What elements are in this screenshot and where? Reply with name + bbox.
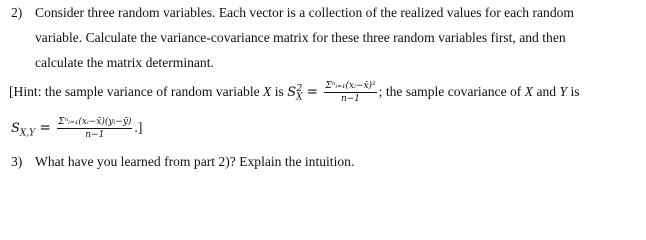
hint-var-x: X: [263, 84, 272, 100]
variance-denominator: n−1: [340, 94, 361, 104]
covariance-fraction: [57, 118, 132, 140]
covariance-numerator: Σⁿᵢ₌₁(xᵢ−x̄)(yᵢ−ȳ): [58, 117, 132, 127]
question-3-number: 3): [11, 154, 23, 169]
hint-prefix: [Hint: the sample variance of random variable: [9, 84, 264, 100]
hint-mid-text: ; the sample covariance of: [378, 84, 525, 100]
question-2-number: 2): [11, 5, 23, 20]
hint-var-x-2: X: [524, 84, 534, 100]
variance-numerator: Σⁿᵢ₌₁(xᵢ−x̄)²: [325, 81, 376, 91]
sample-variance-symbol: $S_X^2$: [287, 83, 303, 103]
hint-and-text: and: [533, 84, 560, 100]
hint-var-y: Y: [559, 84, 568, 100]
question-2-line-1: Consider three random variables. Each vector is a collection of the realized values for each random: [35, 5, 574, 20]
hint-line-1: [9, 82, 580, 104]
hint-closing: .]: [134, 120, 143, 136]
equals-sign-2: =: [35, 120, 56, 137]
sample-covariance-symbol: $S_{X,Y}$: [11, 121, 36, 139]
equals-sign: =: [302, 84, 323, 101]
variance-fraction: [324, 82, 376, 104]
covariance-denominator: n−1: [85, 130, 105, 140]
hint-line-2: [11, 118, 142, 140]
question-2-line-3: calculate the matrix determinant.: [35, 55, 214, 70]
question-2-line-2: variable. Calculate the variance-covariance matrix for these three random variables first, and then: [35, 30, 566, 45]
question-3-text: What have you learned from part 2)? Explain the intuition.: [35, 154, 355, 169]
hint-is-text: is: [271, 84, 288, 100]
hint-is-text-2: is: [567, 84, 580, 100]
